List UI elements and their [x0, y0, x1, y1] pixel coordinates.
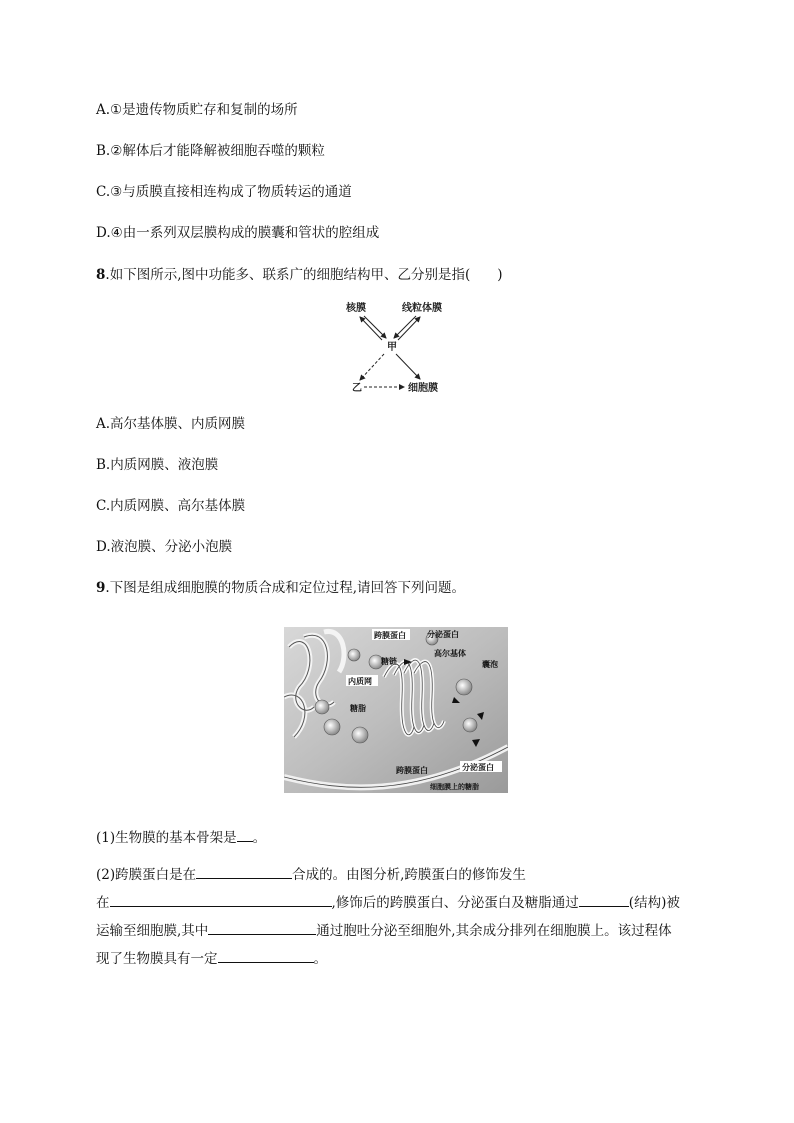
q9-sub2-line4	[96, 948, 327, 969]
vesicle	[348, 649, 360, 661]
answer-blank-2[interactable]	[196, 864, 292, 879]
answer-blank-3[interactable]	[110, 892, 332, 907]
q8-number: 8	[96, 267, 106, 283]
diagram-label-jia: 甲	[387, 342, 397, 353]
arrow-jia-to-cell-membrane	[396, 354, 420, 379]
q9-sub2-l3a: 运输至细胞膜,其中	[96, 923, 209, 939]
q9-sub2-l2c: (结构)被	[628, 895, 680, 911]
vesicle	[456, 679, 472, 695]
answer-blank-6[interactable]	[218, 948, 314, 963]
q9-sub2-l1b: 合成的。由图分析,跨膜蛋白的修饰发生	[292, 867, 526, 883]
vesicle	[352, 727, 368, 743]
arrow-jia-to-mito	[398, 317, 420, 340]
label-vesicle: 囊泡	[482, 660, 498, 669]
arrow-jia-to-nucleus	[360, 317, 382, 340]
label-golgi: 高尔基体	[434, 649, 466, 658]
q8-stem-text: .如下图所示,图中功能多、联系广的细胞结构甲、乙分别是指( )	[105, 267, 503, 283]
vesicle	[324, 719, 340, 735]
q9-sub2-l1a: (2)跨膜蛋白是在	[96, 867, 197, 883]
q9-sub2-line2	[96, 892, 680, 913]
label-glycolipid: 糖脂	[350, 704, 366, 713]
q9-sub1-suffix: 。	[252, 830, 267, 846]
q8-option-d: D.液泡膜、分泌小泡膜	[96, 539, 233, 555]
q9-stem-text: .下图是组成细胞膜的物质合成和定位过程,请回答下列问题。	[105, 580, 465, 596]
q9-sub2-l2b: ,修饰后的跨膜蛋白、分泌蛋白及糖脂通过	[331, 895, 579, 911]
q9-sub2-line1	[96, 864, 526, 885]
diagram-label-cell-membrane: 细胞膜	[408, 383, 438, 394]
q8-option-b: B.内质网膜、液泡膜	[96, 457, 219, 473]
q8-stem	[96, 265, 503, 285]
label-er: 内质网	[348, 677, 372, 686]
answer-blank-4[interactable]	[579, 892, 629, 907]
q7-option-a: A.①是遗传物质贮存和复制的场所	[96, 102, 298, 118]
q9-sub1-prefix: (1)生物膜的基本骨架是	[96, 830, 237, 846]
label-secretory-protein-top: 分泌蛋白	[427, 630, 459, 639]
label-membrane-glycolipid: 细胞膜上的糖脂	[430, 783, 479, 791]
q7-option-c: C.③与质膜直接相连构成了物质转运的通道	[96, 184, 352, 200]
q9-figure	[284, 627, 508, 793]
diagram-label-nuclear-membrane: 核膜	[346, 303, 366, 314]
label-secretory-protein-bottom: 分泌蛋白	[462, 763, 494, 772]
label-sugar-chain: 糖链	[381, 657, 397, 666]
label-transmembrane-protein-bottom: 跨膜蛋白	[396, 766, 428, 775]
q7-option-d: D.④由一系列双层膜构成的膜囊和管状的腔组成	[96, 225, 380, 241]
label-transmembrane-protein-top: 跨膜蛋白	[374, 631, 406, 640]
vesicle	[315, 700, 329, 714]
diagram-label-yi: 乙	[352, 383, 362, 394]
arrow-mito-to-jia	[394, 316, 416, 338]
answer-blank-1[interactable]	[237, 827, 253, 842]
q7-option-b: B.②解体后才能降解被细胞吞噬的颗粒	[96, 143, 325, 159]
q9-sub2-l2a: 在	[96, 895, 110, 911]
q9-sub1	[96, 827, 266, 848]
arrow-nucleus-to-jia	[364, 316, 386, 338]
q8-diagram	[330, 298, 460, 400]
q8-option-a: A.高尔基体膜、内质网膜	[96, 416, 246, 432]
diagram-label-mito-membrane: 线粒体膜	[402, 303, 442, 314]
q9-stem	[96, 578, 465, 598]
q9-sub2-line3	[96, 920, 672, 941]
q9-sub2-l3b: 通过胞吐分泌至细胞外,其余成分排列在细胞膜上。该过程体	[316, 923, 672, 939]
arrow-jia-to-yi	[360, 354, 384, 380]
q8-option-c: C.内质网膜、高尔基体膜	[96, 498, 246, 514]
q9-sub2-l4b: 。	[313, 951, 327, 967]
q9-number: 9	[96, 580, 106, 596]
q9-sub2-l4a: 现了生物膜具有一定	[96, 951, 218, 967]
vesicle	[463, 718, 477, 732]
answer-blank-5[interactable]	[208, 920, 316, 935]
